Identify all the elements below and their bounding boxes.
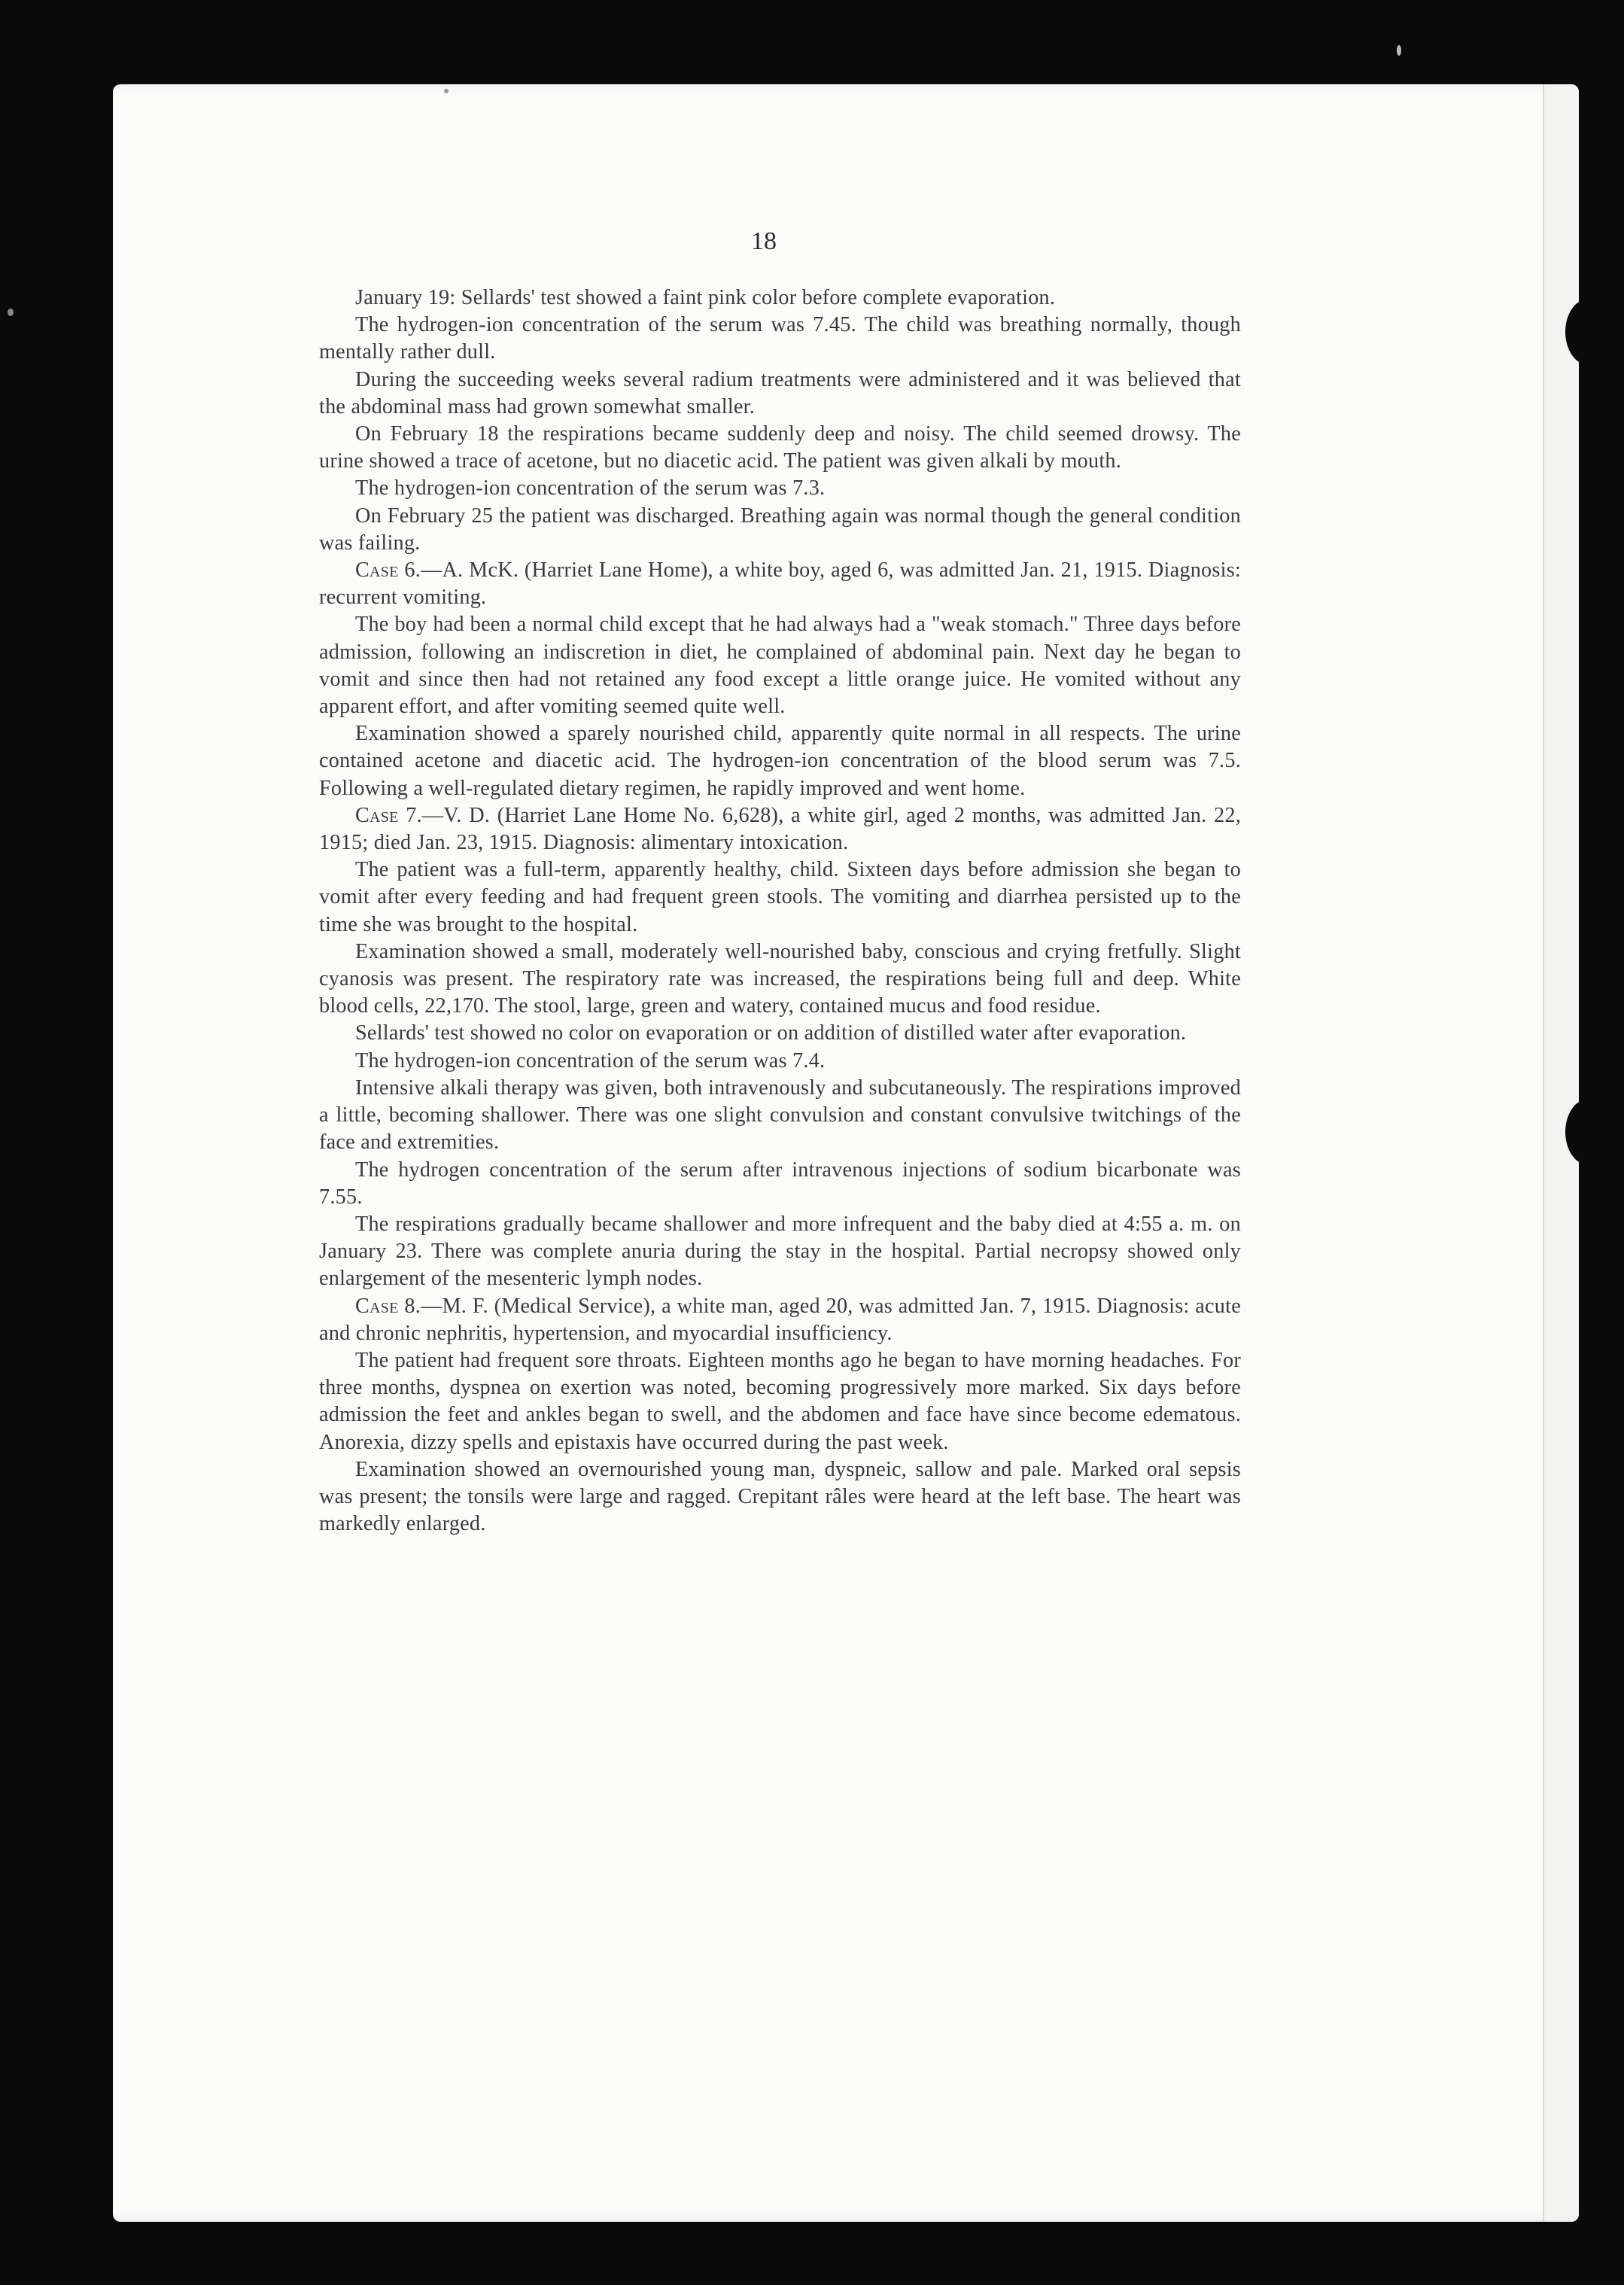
- case-label: Case 6.: [355, 558, 421, 583]
- paragraph: [319, 1347, 1241, 1456]
- paragraph: [319, 856, 1241, 939]
- paragraph: [319, 503, 1241, 557]
- page-number: 18: [751, 227, 777, 255]
- scan-speck: [1397, 45, 1401, 56]
- paragraph: [319, 1157, 1241, 1211]
- case-paragraph: [319, 557, 1241, 611]
- paragraph-text: The patient had frequent sore throats. Eighteen months ago he began to have morning headaches. For three months, dyspnea on exertion was noted, becoming progressively more marked. Six days before admission the feet and ankles began to swell, and the abdomen and face have since become edematous. Anorexia, dizzy spells and epistaxis have occurred during the past week.: [319, 1348, 1241, 1454]
- paragraph: [319, 312, 1241, 366]
- case-paragraph: [319, 802, 1241, 856]
- paragraph: [319, 1075, 1241, 1157]
- paragraph-text: The hydrogen concentration of the serum after intravenous injections of sodium bicarbonate was 7.55.: [319, 1158, 1241, 1209]
- paragraph-text: The boy had been a normal child except that he had always had a "weak stomach." Three days before admission, following an indiscretion in diet, he complained of abdominal pain. Next day he began to vomit and since then had not retained any food except a little orange juice. He vomited without any apparent effort, and after vomiting seemed quite well.: [319, 613, 1241, 719]
- paragraph: [319, 1211, 1241, 1293]
- paragraph-text: The hydrogen-ion concentration of the serum was 7.45. The child was breathing normally, though mentally rather dull.: [319, 313, 1241, 364]
- paragraph-text: Examination showed a small, moderately well-nourished baby, conscious and crying fretfully. Slight cyanosis was present. The respiratory rate was increased, the respirations being full and deep. White blood cells, 22,170. The stool, large, green and watery, contained mucus and food residue.: [319, 939, 1241, 1018]
- body-text: [319, 284, 1241, 1538]
- paragraph-text: The patient was a full-term, apparently healthy, child. Sixteen days before admission she began to vomit after every feeding and had frequent green stools. The vomiting and diarrhea persisted up to the time she was brought to the hospital.: [319, 858, 1241, 936]
- paragraph-text: On February 25 the patient was discharged. Breathing again was normal though the general condition was failing.: [319, 504, 1241, 555]
- paragraph-text: —A. McK. (Harriet Lane Home), a white boy, aged 6, was admitted Jan. 21, 1915. Diagnosis: recurrent vomiting.: [319, 558, 1241, 610]
- scan-speck: [8, 309, 14, 316]
- scan-speck: [444, 89, 449, 93]
- paragraph: [319, 611, 1241, 720]
- paragraph-text: The hydrogen-ion concentration of the serum was 7.3.: [355, 476, 826, 501]
- paragraph: [319, 1048, 1241, 1075]
- paragraph: [319, 1456, 1241, 1538]
- paragraph-text: Examination showed an overnourished young man, dyspneic, sallow and pale. Marked oral sepsis was present; the tonsils were large and ragged. Crepitant râles were heard at the left base. The heart was markedly enlarged.: [319, 1457, 1241, 1536]
- paragraph: [319, 475, 1241, 502]
- paragraph: [319, 284, 1241, 312]
- paragraph-text: Examination showed a sparely nourished child, apparently quite normal in all respects. The urine contained acetone and diacetic acid. The hydrogen-ion concentration of the blood serum was 7.5. Following a well-regulated dietary regimen, he rapidly improved and went home.: [319, 722, 1241, 800]
- paragraph-text: On February 18 the respirations became suddenly deep and noisy. The child seemed drowsy. The urine showed a trace of acetone, but no diacetic acid. The patient was given alkali by mouth.: [319, 422, 1241, 473]
- paragraph: [319, 939, 1241, 1021]
- paragraph-text: —V. D. (Harriet Lane Home No. 6,628), a white girl, aged 2 months, was admitted Jan. 22, 1915; died Jan. 23, 1915. Diagnosis: alimentary intoxication.: [319, 803, 1241, 855]
- paragraph: [319, 421, 1241, 475]
- paragraph: [319, 367, 1241, 421]
- paragraph-text: The respirations gradually became shallower and more infrequent and the baby died at 4:55 a. m. on January 23. There was complete anuria during the stay in the hospital. Partial necropsy showed only enlargement of the mesenteric lymph nodes.: [319, 1212, 1241, 1291]
- paragraph-text: Sellards' test showed no color on evaporation or on addition of distilled water after evaporation.: [355, 1021, 1187, 1045]
- punch-hole-bottom: [1565, 1099, 1612, 1165]
- paragraph-text: The hydrogen-ion concentration of the serum was 7.4.: [355, 1048, 826, 1073]
- paragraph-text: During the succeeding weeks several radium treatments were administered and it was believed that the abdominal mass had grown somewhat smaller.: [319, 367, 1241, 418]
- case-label: Case 7.: [355, 803, 422, 827]
- paragraph: [319, 720, 1241, 802]
- paragraph-text: January 19: Sellards' test showed a faint pink color before complete evaporation.: [355, 286, 1056, 309]
- paragraph-text: —M. F. (Medical Service), a white man, aged 20, was admitted Jan. 7, 1915. Diagnosis: acute and chronic nephritis, hypertension, and myocardial insufficiency.: [319, 1294, 1241, 1345]
- punch-hole-top: [1565, 299, 1612, 365]
- paragraph: [319, 1020, 1241, 1047]
- paragraph-text: Intensive alkali therapy was given, both intravenously and subcutaneously. The respirations improved a little, becoming shallower. There was one slight convulsion and constant convulsive twitchings of the face and extremities.: [319, 1076, 1241, 1155]
- case-label: Case 8.: [355, 1294, 421, 1318]
- case-paragraph: [319, 1293, 1241, 1347]
